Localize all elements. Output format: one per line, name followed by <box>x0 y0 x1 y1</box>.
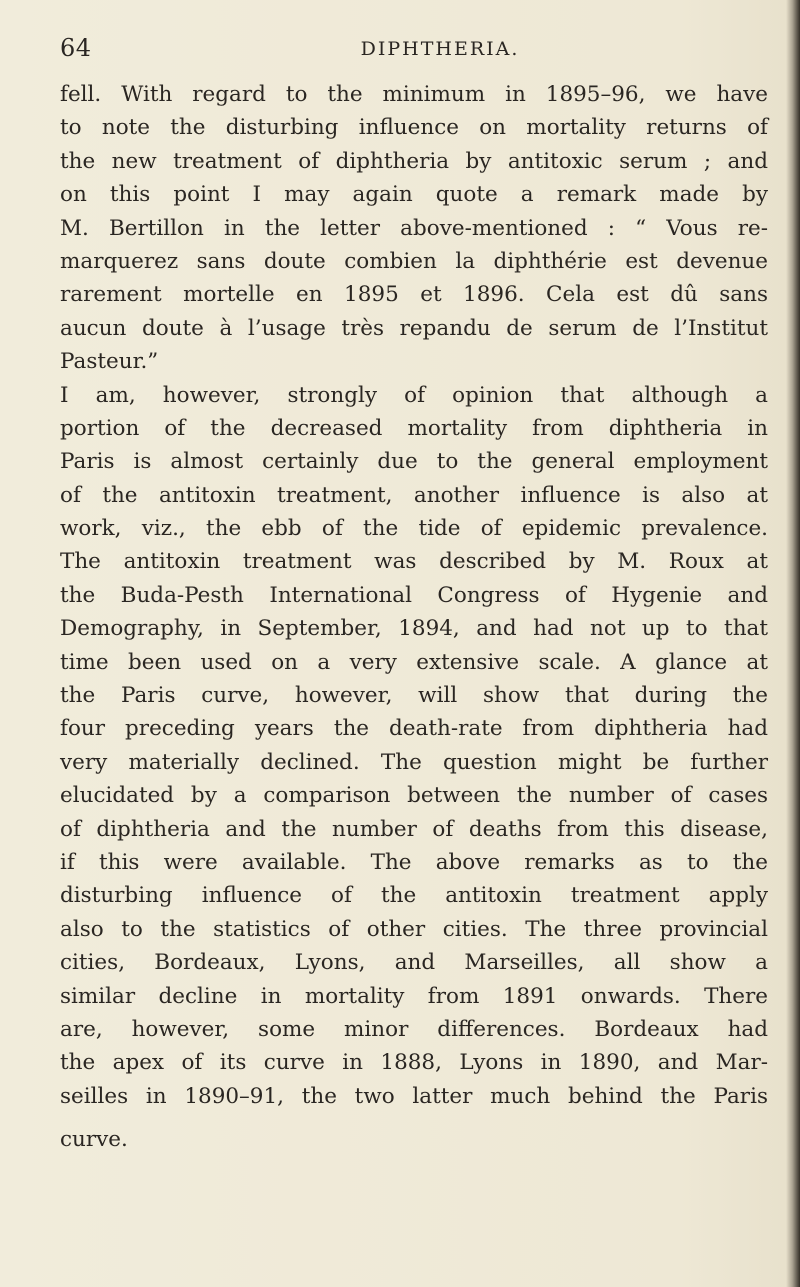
text-line: marquerez sans doute combien la diphthérie est devenue <box>60 248 768 274</box>
text-line: Demography, in September, 1894, and had not up to that <box>60 616 768 642</box>
text-line: very materially declined. The question might be further <box>60 749 768 775</box>
text-line: the new treatment of diphtheria by antitoxic serum ; and <box>60 148 768 174</box>
running-title: DIPHTHERIA. <box>360 38 520 60</box>
text-line: elucidated by a comparison between the number of cases <box>60 783 768 809</box>
text-line: aucun doute à l’usage très repandu de serum de l’Institut <box>60 315 768 341</box>
text-line: seilles in 1890–91, the two latter much behind the Paris <box>60 1083 768 1109</box>
text-line: are, however, some minor differences. Bordeaux had <box>60 1016 768 1042</box>
text-line: four preceding years the death-rate from diphtheria had <box>60 716 768 742</box>
text-line: the Paris curve, however, will show that during the <box>60 683 768 709</box>
text-line: M. Bertillon in the letter above-mentioned : “ Vous re- <box>60 215 768 241</box>
text-line: disturbing influence of the antitoxin treatment apply <box>60 883 768 909</box>
text-line: the Buda-Pesth International Congress of Hygenie and <box>60 582 768 608</box>
text-line: The antitoxin treatment was described by M. Roux at <box>60 549 768 575</box>
text-line: fell. With regard to the minimum in 1895–96, we have <box>60 82 768 107</box>
text-line: I am, however, strongly of opinion that although a <box>60 382 768 408</box>
page-number: 64 <box>60 34 92 62</box>
running-head <box>60 34 760 64</box>
text-line: time been used on a very extensive scale. A glance at <box>60 649 768 675</box>
page-spine-shadow <box>786 0 800 1287</box>
text-line: curve. <box>60 1127 128 1153</box>
text-line: Pasteur.” <box>60 349 159 375</box>
text-line: work, viz., the ebb of the tide of epidemic prevalence. <box>60 516 768 542</box>
text-line: of the antitoxin treatment, another influence is also at <box>60 482 768 508</box>
text-line: also to the statistics of other cities. The three provincial <box>60 916 768 942</box>
text-line: similar decline in mortality from 1891 onwards. There <box>60 983 768 1009</box>
text-line: on this point I may again quote a remark made by <box>60 182 768 208</box>
text-line: portion of the decreased mortality from diphtheria in <box>60 415 768 441</box>
text-line: the apex of its curve in 1888, Lyons in 1890, and Mar- <box>60 1050 768 1076</box>
text-line: Paris is almost certainly due to the general employment <box>60 449 768 475</box>
text-line: cities, Bordeaux, Lyons, and Marseilles, all show a <box>60 950 768 976</box>
text-line: rarement mortelle en 1895 et 1896. Cela est dû sans <box>60 282 768 308</box>
text-line: of diphtheria and the number of deaths from this disease, <box>60 816 768 842</box>
text-line: if this were available. The above remarks as to the <box>60 849 768 875</box>
body-text <box>60 78 768 1157</box>
text-line: to note the disturbing influence on mortality returns of <box>60 115 768 141</box>
